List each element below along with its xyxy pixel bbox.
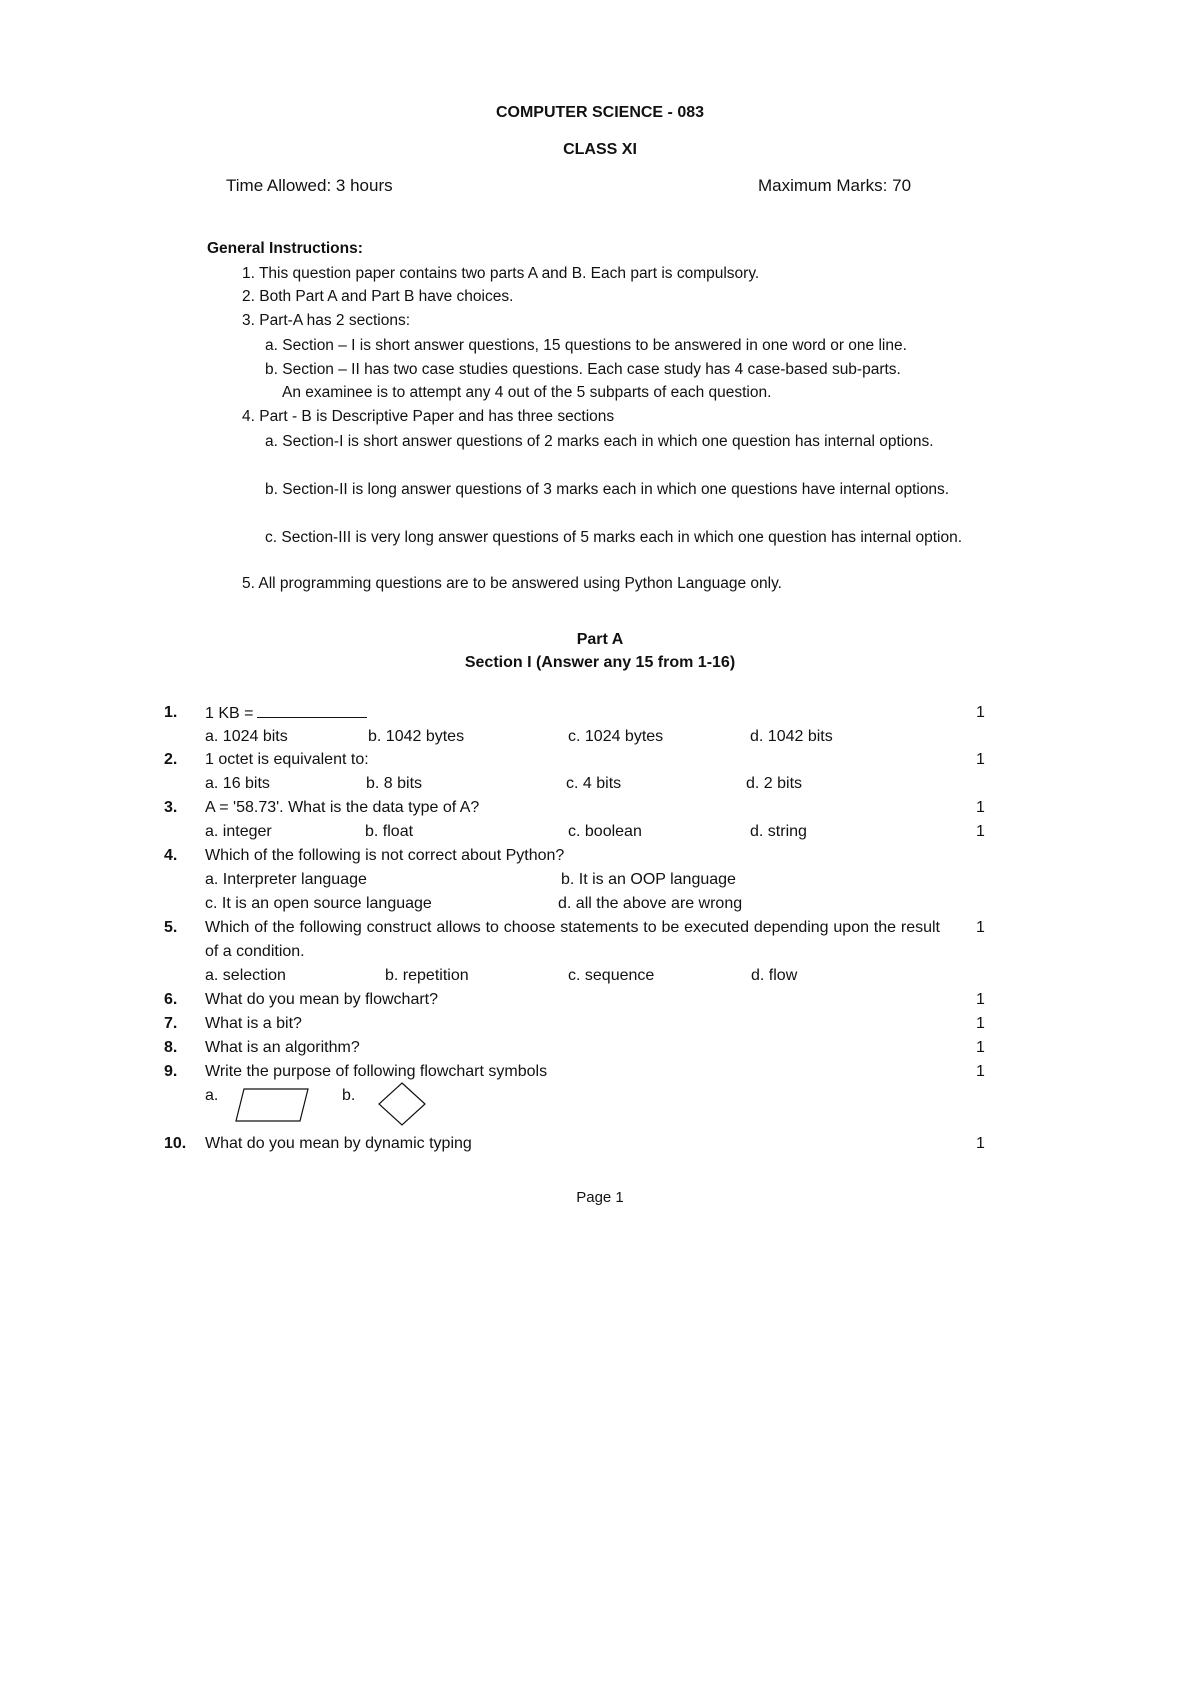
paper-subject: COMPUTER SCIENCE - 083 [495,104,705,121]
instruction-5: 5. All programming questions are to be answered using Python Language only. [242,575,782,592]
question-marks: 1 [976,991,985,1008]
instructions-heading: General Instructions: [207,240,363,257]
option-b: b. float [365,823,414,840]
paper-class: CLASS XI [563,141,637,158]
question-marks: 1 [976,1039,985,1056]
option-a: a. integer [205,823,272,840]
question-marks: 1 [976,1063,985,1080]
question-marks: 1 [976,751,985,768]
instruction-4c: c. Section-III is very long answer questions of 5 marks each in which one question has internal option. [265,529,963,546]
time-allowed: Time Allowed: 3 hours [226,176,393,195]
option-d: d. string [750,823,807,840]
option-b: b. 1042 bytes [368,728,465,745]
option-b: b. It is an OOP language [561,871,736,888]
question-text: Which of the following is not correct about Python? [205,847,565,864]
option-a: a. selection [205,967,286,984]
option-b: b. 8 bits [366,775,423,792]
option-c: c. 1024 bytes [568,728,664,745]
section-title: Section I (Answer any 15 from 1-16) [464,654,736,671]
instruction-3b-cont: An examinee is to attempt any 4 out of the 5 subparts of each question. [282,384,772,401]
option-c: c. sequence [568,967,655,984]
diamond-symbol-icon [376,1080,428,1128]
question-marks: 1 [976,1135,985,1152]
question-text: 1 octet is equivalent to: [205,751,369,768]
instruction-4a: a. Section-I is short answer questions of 2 marks each in which one question has internal options. [265,433,934,450]
question-text: A = '58.73'. What is the data type of A? [205,799,480,816]
question-text: What do you mean by dynamic typing [205,1135,472,1152]
option-c: c. It is an open source language [205,895,432,912]
option-d: d. 1042 bits [750,728,833,745]
instruction-4b: b. Section-II is long answer questions of 3 marks each in which one questions have internal options. [265,481,950,498]
instruction-4: 4. Part - B is Descriptive Paper and has three sections [242,408,615,425]
question-marks: 1 [976,704,985,721]
question-number: 4. [164,847,178,864]
instruction-3a: a. Section – I is short answer questions, 15 questions to be answered in one word or one line. [265,337,907,354]
part-title: Part A [576,631,624,648]
question-text: What is an algorithm? [205,1039,360,1056]
option-a: a. 16 bits [205,775,270,792]
option-d: d. 2 bits [746,775,803,792]
question-text: Write the purpose of following flowchart symbols [205,1063,548,1080]
parallelogram-symbol-icon [232,1085,312,1125]
question-number: 6. [164,991,178,1008]
symbol-label-a: a. [205,1087,219,1104]
question-marks: 1 [976,1015,985,1032]
maximum-marks: Maximum Marks: 70 [758,176,912,195]
instruction-2: 2. Both Part A and Part B have choices. [242,288,514,305]
page-number: Page 1 [576,1189,624,1206]
question-text: Which of the following construct allows to choose statements to be executed depending upon the result of a condition. [205,919,940,960]
question-number: 8. [164,1039,178,1056]
question-number: 7. [164,1015,178,1032]
question-number: 5. [164,919,178,936]
answer-blank [257,704,367,718]
question-marks: 1 [976,823,985,840]
question-marks: 1 [976,799,985,816]
question-text: What is a bit? [205,1015,302,1032]
question-text: 1 KB = [205,704,367,723]
option-c: c. 4 bits [566,775,622,792]
question-number: 1. [164,704,178,721]
question-text: What do you mean by flowchart? [205,991,439,1008]
instruction-1: 1. This question paper contains two parts A and B. Each part is compulsory. [242,265,760,282]
option-d: d. all the above are wrong [558,895,743,912]
option-a: a. 1024 bits [205,728,288,745]
question-number: 10. [164,1135,187,1152]
symbol-label-b: b. [342,1087,356,1104]
option-a: a. Interpreter language [205,871,367,888]
question-number: 9. [164,1063,178,1080]
instruction-3b: b. Section – II has two case studies questions. Each case study has 4 case-based sub-parts. [265,361,901,378]
option-d: d. flow [751,967,798,984]
option-c: c. boolean [568,823,642,840]
option-b: b. repetition [385,967,469,984]
instruction-3: 3. Part-A has 2 sections: [242,312,411,329]
question-marks: 1 [976,919,985,936]
question-number: 2. [164,751,178,768]
question-number: 3. [164,799,178,816]
